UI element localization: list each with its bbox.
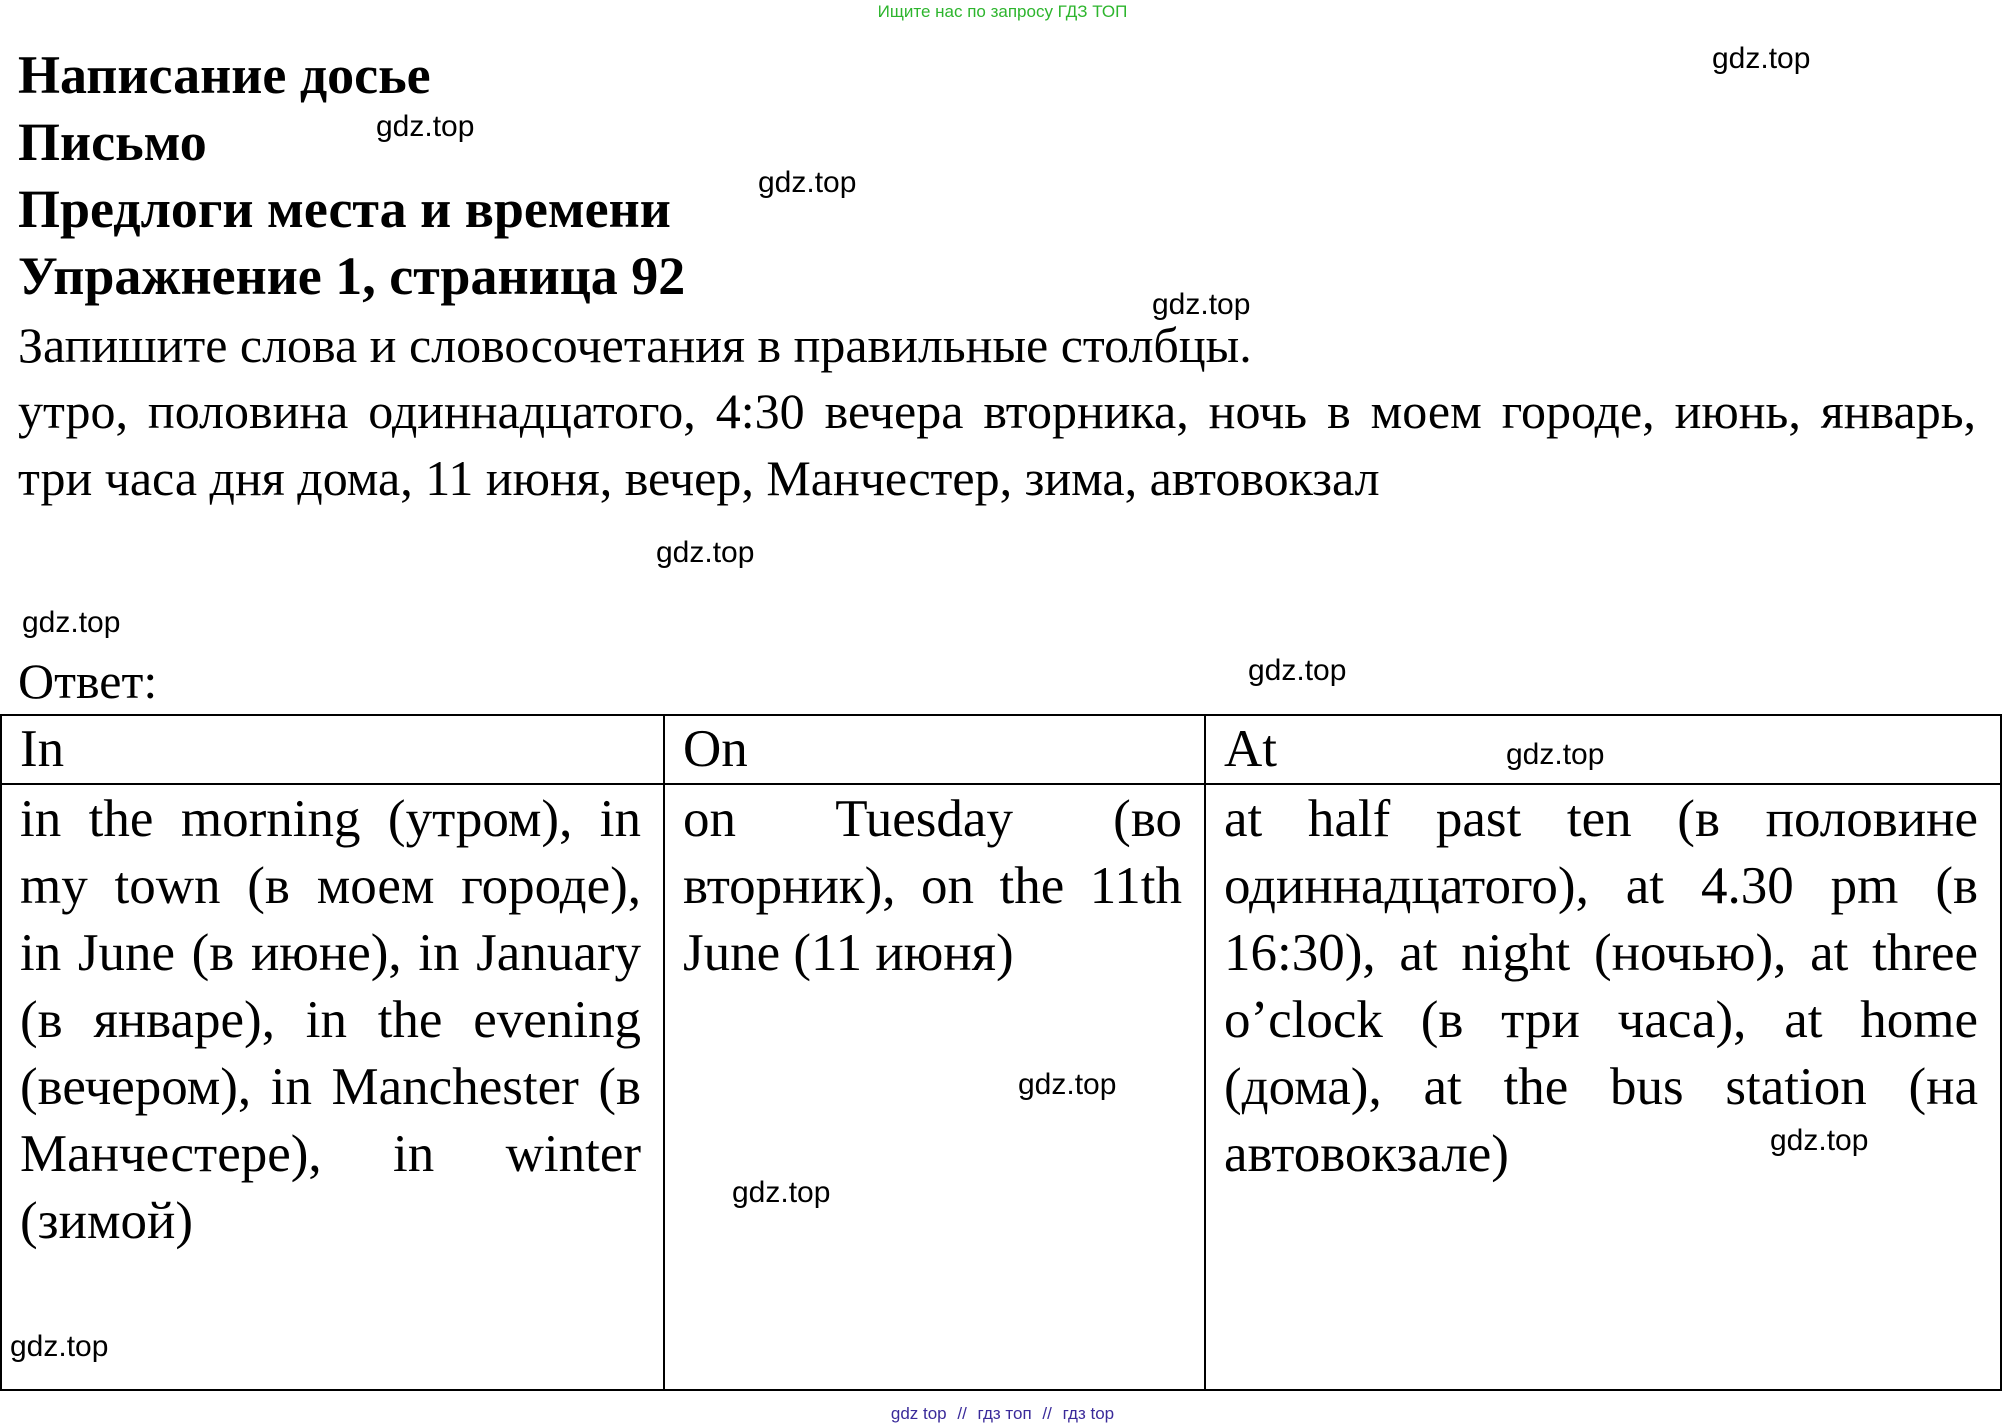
top-banner[interactable]: Ищите нас по запросу ГДЗ ТОП: [877, 2, 1128, 21]
watermark: gdz.top: [1018, 1068, 1117, 1101]
watermark: gdz.top: [732, 1176, 831, 1209]
watermark: gdz.top: [10, 1330, 109, 1363]
heading-exercise: Упражнение 1, страница 92: [18, 246, 686, 306]
watermark: gdz.top: [1506, 738, 1605, 771]
column-header-in: In: [1, 715, 664, 784]
watermark: gdz.top: [1152, 288, 1251, 321]
watermark: gdz.top: [656, 536, 755, 569]
footer-separator: //: [1042, 1404, 1052, 1423]
watermark: gdz.top: [1248, 654, 1347, 687]
footer-separator: //: [957, 1404, 967, 1423]
answer-cell-on: on Tuesday (во вторник), on the 11th June (11 июня): [664, 784, 1205, 1390]
heading-topic: Предлоги места и времени: [18, 179, 671, 239]
answer-table-header-row: [1, 715, 2001, 784]
watermark: gdz.top: [1712, 42, 1811, 75]
task-instruction: Запишите слова и словосочетания в правильные столбцы.: [18, 317, 1252, 373]
footer-links: [0, 1404, 2005, 1424]
watermark: gdz.top: [758, 166, 857, 199]
footer-link-gdz-top[interactable]: gdz top: [890, 1404, 947, 1423]
watermark: gdz.top: [1770, 1124, 1869, 1157]
column-header-on: On: [664, 715, 1205, 784]
answer-label: Ответ:: [18, 653, 158, 709]
answer-cell-at: at half past ten (в половине одиннадцатого), at 4.30 pm (в 16:30), at night (ночью), at three o’clock (в три часа), at home (дома), at the bus station (на автовокзале): [1205, 784, 2001, 1390]
answer-table-row: [1, 784, 2001, 1390]
column-header-at: At: [1205, 715, 2001, 784]
footer-link-gdz-top-mixed[interactable]: гдз top: [1062, 1404, 1115, 1423]
watermark: gdz.top: [376, 110, 475, 143]
answer-cell-in: in the morning (утром), in my town (в моем городе), in June (в июне), in January (в январе), in the evening (вечером), in Manchester (в Манчестере), in winter (зимой): [1, 784, 664, 1390]
heading-subsection: Письмо: [18, 112, 207, 172]
task-word-list: утро, половина одиннадцатого, 4:30 вечера вторника, ночь в моем городе, июнь, январь, три часа дня дома, 11 июня, вечер, Манчестер, зима, автовокзал: [18, 383, 1976, 506]
heading-section: Написание досье: [18, 45, 431, 105]
watermark: gdz.top: [22, 606, 121, 639]
footer-link-gdz-top-ru[interactable]: гдз топ: [977, 1404, 1032, 1423]
answer-table: [0, 714, 2002, 1391]
